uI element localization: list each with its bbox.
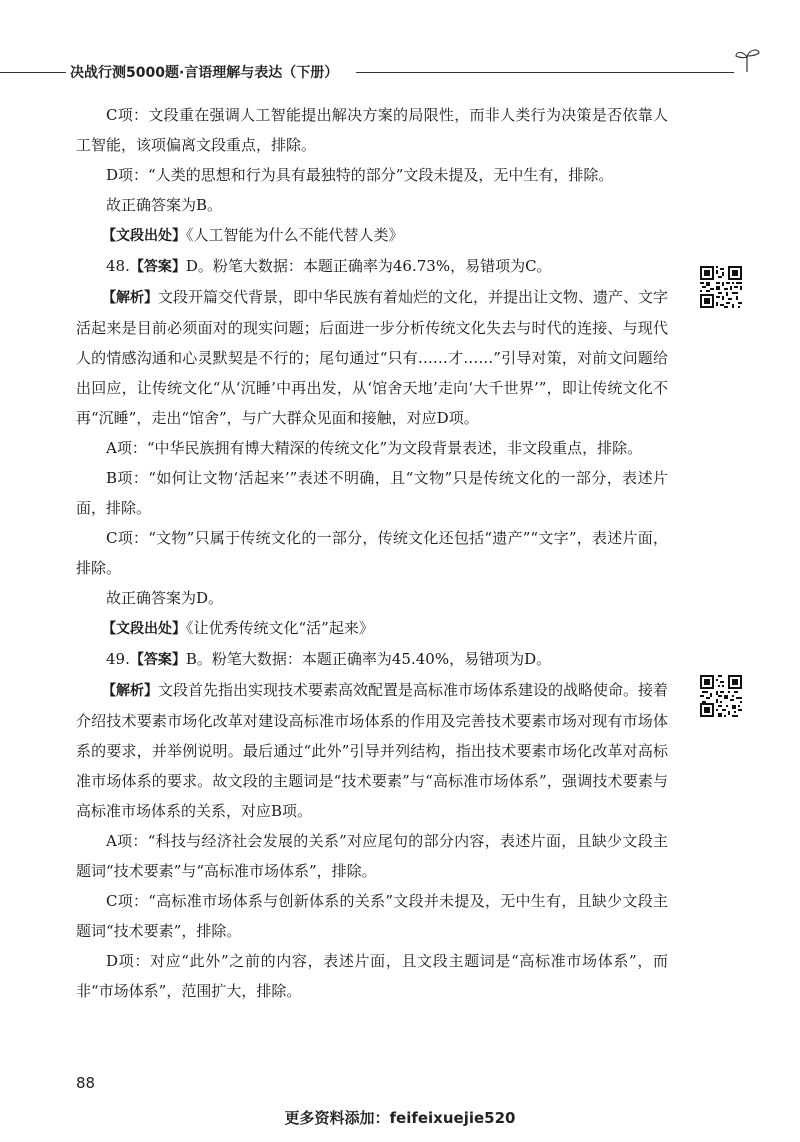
option-d-analysis: D项：“人类的思想和行为具有最独特的部分”文段未提及，无中生有，排除。	[106, 166, 614, 184]
source-title: 《人工智能为什么不能代替人类》	[186, 226, 404, 244]
q49-answer	[76, 644, 668, 675]
q48-option-b: B项：“如何让文物‘活起来’”表述不明确，且“文物”只是传统文化的一部分，表述片面，排除。	[76, 469, 668, 517]
q48-correct: 故正确答案为D。	[106, 589, 224, 607]
q48-option-c: C项：“文物”只属于传统文化的一部分，传统文化还包括“遗产”“文字”，表述片面，排除。	[76, 529, 668, 577]
answer-tag: 【答案】	[129, 259, 186, 275]
sprout-icon	[732, 44, 762, 74]
source-title: 《让优秀传统文化“活”起来》	[186, 619, 374, 637]
analysis-tag: 【解析】	[102, 290, 158, 306]
q49-analysis-text: 文段首先指出实现技术要素高效配置是高标准市场体系建设的战略使命。接着介绍技术要素市场化改革对建设高标准市场体系的作用及完善技术要素市场对现有市场体系的要求，并举例说明。最后通过“此外”引导并列结构，指出技术要素市场化改革对高标准市场体系的要求。故文段的主题词是“技术要素”与“高标准市场体系”，强调技术要素与高标准市场体系的关系，对应B项。	[76, 681, 669, 820]
q48-answer-text: D。粉笔大数据：本题正确率为46.73%，易错项为C。	[185, 257, 552, 275]
header-rule-left	[0, 72, 66, 73]
qr-code-icon[interactable]	[700, 675, 742, 717]
q48-answer	[76, 251, 668, 282]
qr-code-icon[interactable]	[700, 266, 742, 308]
q49-option-a: A项：“科技与经济社会发展的关系”对应尾句的部分内容，表述片面，且缺少文段主题词“技术要素”与“高标准市场体系”，排除。	[76, 832, 668, 880]
q48-option-a: A项：“中华民族拥有博大精深的传统文化”为文段背景表述，非文段重点，排除。	[106, 439, 643, 457]
q48-number: 48.	[106, 257, 130, 275]
source-line	[76, 613, 668, 644]
q49-number: 49.	[106, 650, 130, 668]
page-content	[76, 100, 668, 1006]
q49-analysis	[76, 675, 668, 826]
answer-tag: 【答案】	[129, 652, 186, 668]
q48-analysis	[76, 282, 668, 433]
option-c-analysis: C项：文段重在强调人工智能提出解决方案的局限性，而非人类行为决策是否依靠人工智能，该项偏离文段重点，排除。	[76, 106, 668, 154]
q49-option-c: C项：“高标准市场体系与创新体系的关系”文段并未提及，无中生有，且缺少文段主题词“技术要素”，排除。	[76, 892, 668, 940]
source-line	[76, 220, 668, 251]
running-header	[0, 60, 800, 86]
header-title: 决战行测5000题·言语理解与表达（下册）	[70, 65, 339, 81]
answer-line: 故正确答案为B。	[106, 196, 223, 214]
page-number: 88	[76, 1074, 96, 1092]
footer-note: 更多资料添加：feifeixuejie520	[284, 1109, 516, 1127]
source-tag: 【文段出处】	[102, 621, 186, 637]
source-tag: 【文段出处】	[102, 228, 186, 244]
header-rule-right	[356, 72, 734, 73]
q49-answer-text: B。粉笔大数据：本题正确率为45.40%，易错项为D。	[185, 650, 552, 668]
q48-analysis-text: 文段开篇交代背景，即中华民族有着灿烂的文化，并提出让文物、遗产、文字活起来是目前必须面对的现实问题；后面进一步分析传统文化失去与时代的连接、与现代人的情感沟通和心灵默契是不行的；尾句通过“只有……才……”引导对策，对前文问题给出回应，让传统文化“从‘沉睡’中再出发，从‘馆舍天地’走向‘大千世界’”，即让传统文化不再“沉睡”，走出“馆舍”，与广大群众见面和接触，对应D项。	[76, 288, 669, 427]
q49-option-d: D项：对应“此外”之前的内容，表述片面，且文段主题词是“高标准市场体系”，而非“市场体系”，范围扩大，排除。	[76, 952, 668, 1000]
analysis-tag: 【解析】	[102, 683, 158, 699]
